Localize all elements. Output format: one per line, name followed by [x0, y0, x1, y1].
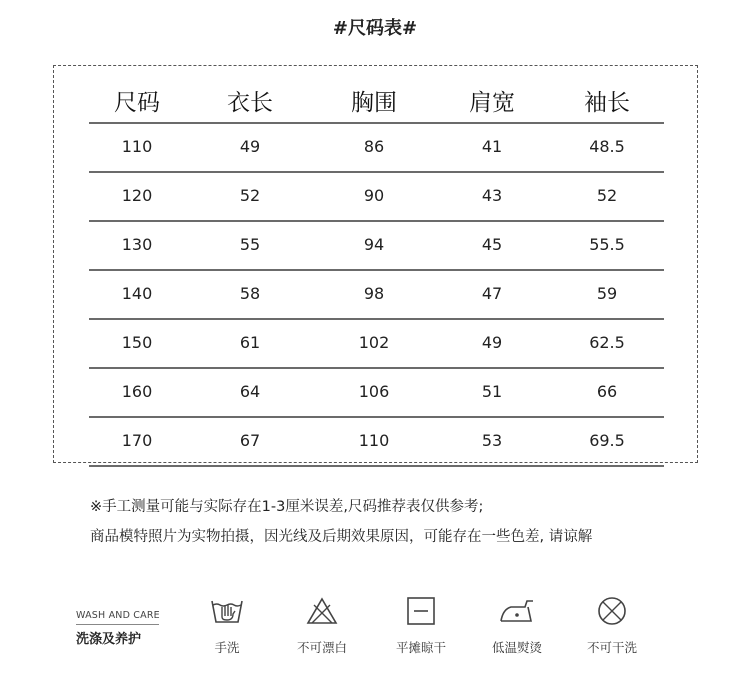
cell-length: 49: [239, 137, 261, 156]
cell-sleeve: 59: [596, 284, 618, 303]
cell-length: 55: [239, 235, 261, 254]
dry-flat-icon: [403, 595, 439, 627]
cell-length: 61: [239, 333, 261, 352]
cell-shoulder: 41: [481, 137, 503, 156]
size-table: [53, 65, 698, 463]
cell-sleeve: 62.5: [589, 333, 625, 352]
note-measurement: ※手工测量可能与实际存在1-3厘米误差,尺码推荐表仅供参考;: [90, 499, 484, 515]
cell-shoulder: 47: [481, 284, 503, 303]
cell-size: 170: [121, 431, 153, 450]
table-header: [54, 84, 697, 124]
care-divider: [76, 624, 159, 625]
cell-shoulder: 45: [481, 235, 503, 254]
header-chest: 胸围: [351, 90, 397, 116]
care-label-low-iron: 低温熨烫: [491, 640, 542, 655]
care-label-hand-wash: 手洗: [214, 640, 240, 655]
cell-size: 160: [121, 382, 153, 401]
cell-chest: 102: [358, 333, 390, 352]
header-length: 衣长: [227, 90, 273, 116]
note-color: 商品模特照片为实物拍摄，因光线及后期效果原因，可能存在一些色差, 请谅解: [90, 529, 593, 545]
wash-care-label: [76, 610, 160, 647]
header-size: 尺码: [114, 90, 160, 116]
row-divider: [89, 416, 664, 418]
cell-length: 67: [239, 431, 261, 450]
cell-size: 110: [121, 137, 153, 156]
row-divider: [89, 269, 664, 271]
cell-chest: 94: [363, 235, 385, 254]
cell-shoulder: 43: [481, 186, 503, 205]
care-label-dry-flat: 平摊晾干: [395, 640, 446, 655]
care-item-hand-wash: [187, 595, 267, 656]
no-dry-clean-icon: [594, 595, 630, 627]
row-divider: [89, 367, 664, 369]
cell-length: 52: [239, 186, 261, 205]
header-shoulder: 肩宽: [469, 90, 515, 116]
care-item-dry-flat: [381, 595, 461, 656]
cell-length: 58: [239, 284, 261, 303]
care-label-cn: 洗涤及养护: [76, 632, 142, 647]
row-divider: [89, 171, 664, 173]
page-title: #尺码表#: [332, 18, 418, 39]
care-item-no-dry-clean: [572, 595, 652, 656]
row-divider: [89, 465, 664, 467]
cell-sleeve: 52: [596, 186, 618, 205]
cell-shoulder: 51: [481, 382, 503, 401]
cell-sleeve: 69.5: [589, 431, 625, 450]
cell-chest: 98: [363, 284, 385, 303]
care-label-no-bleach: 不可漂白: [296, 640, 347, 655]
cell-size: 150: [121, 333, 153, 352]
cell-sleeve: 48.5: [589, 137, 625, 156]
header-sleeve: 袖长: [584, 90, 630, 116]
cell-chest: 110: [358, 431, 390, 450]
cell-chest: 86: [363, 137, 385, 156]
care-label-en: WASH AND CARE: [76, 610, 160, 621]
cell-sleeve: 66: [596, 382, 618, 401]
cell-size: 140: [121, 284, 153, 303]
row-divider: [89, 318, 664, 320]
cell-sleeve: 55.5: [589, 235, 625, 254]
cell-size: 120: [121, 186, 153, 205]
care-item-no-bleach: [282, 595, 362, 656]
row-divider: [89, 220, 664, 222]
cell-size: 130: [121, 235, 153, 254]
notes: [90, 492, 592, 552]
care-item-low-iron: [477, 595, 557, 656]
low-iron-icon: [497, 595, 537, 627]
cell-shoulder: 49: [481, 333, 503, 352]
no-bleach-icon: [304, 595, 340, 627]
care-label-no-dry-clean: 不可干洗: [586, 640, 637, 655]
cell-chest: 106: [358, 382, 390, 401]
row-divider: [89, 122, 664, 124]
cell-chest: 90: [363, 186, 385, 205]
hand-wash-icon: [209, 595, 245, 627]
cell-shoulder: 53: [481, 431, 503, 450]
cell-length: 64: [239, 382, 261, 401]
